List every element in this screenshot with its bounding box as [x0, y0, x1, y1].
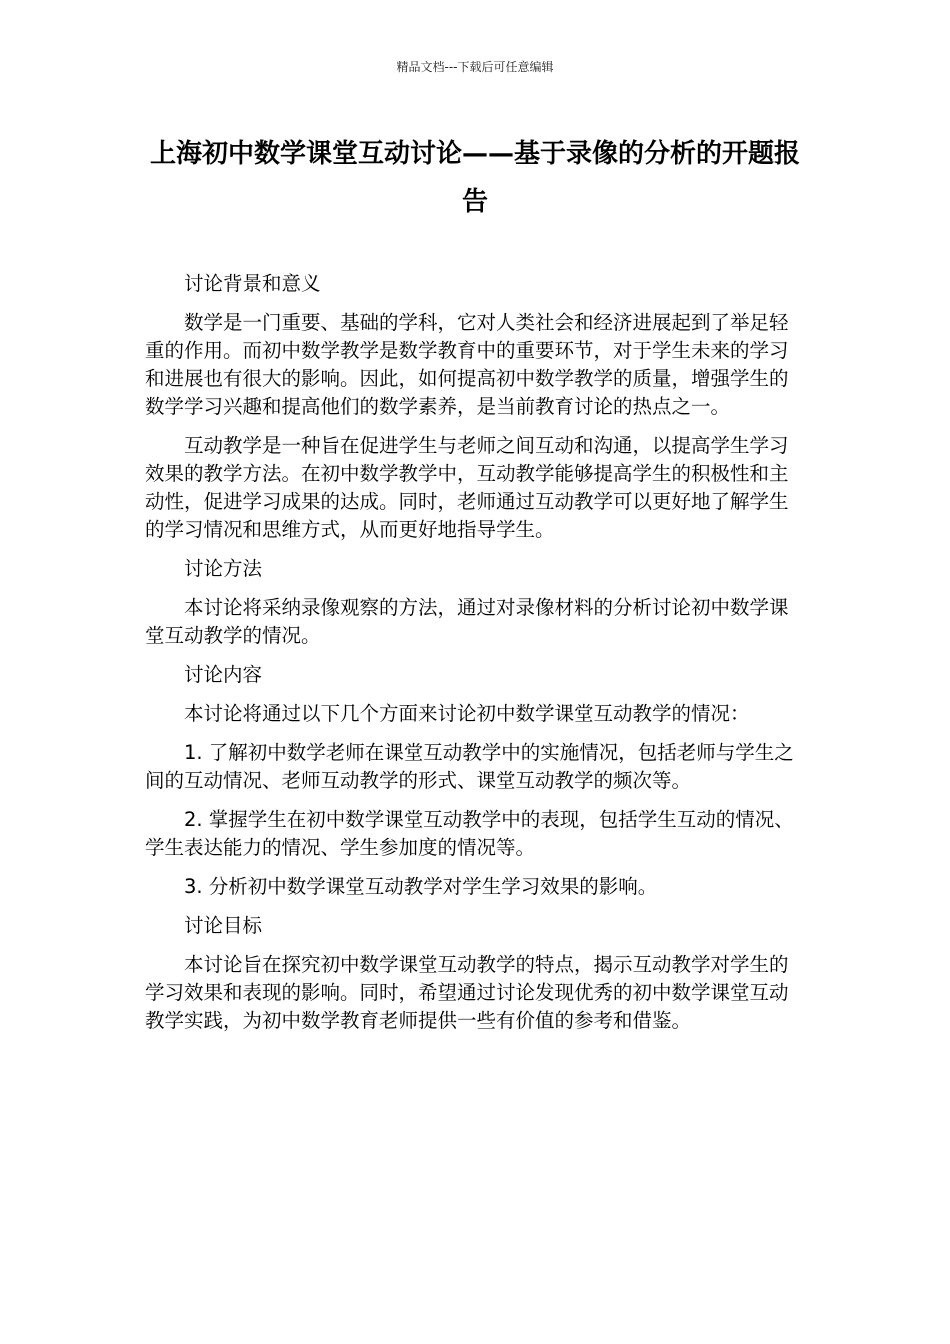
- document-body: [145, 270, 800, 1046]
- section-heading: 讨论方法: [184, 557, 263, 580]
- list-item: 3. 分析初中数学课堂互动教学对学生学习效果的影响。: [184, 875, 658, 898]
- body-paragraph: 互动教学是一种旨在促进学生与老师之间互动和沟通，以提高学生学习效果的教学方法。在初中数学教学中，互动教学能够提高学生的积极性和主动性，促进学习成果的达成。同时，老师通过互动教学可以更好地了解学生的学习情况和思维方式，从而更好地指导学生。: [145, 434, 789, 541]
- list-item: 2. 掌握学生在初中数学课堂互动教学中的表现，包括学生互动的情况、学生表达能力的情况、学生参加度的情况等。: [145, 808, 794, 859]
- section-heading: 讨论内容: [184, 663, 263, 686]
- body-paragraph: 本讨论旨在探究初中数学课堂互动教学的特点，揭示互动教学对学生的学习效果和表现的影响。同时，希望通过讨论发现优秀的初中数学课堂互动教学实践，为初中数学教育老师提供一些有价值的参考和借鉴。: [145, 953, 789, 1032]
- list-item: 1. 了解初中数学老师在课堂互动教学中的实施情况，包括老师与学生之间的互动情况、老师互动教学的形式、课堂互动教学的频次等。: [145, 741, 794, 792]
- header-note: 精品文档---下载后可任意编辑: [396, 60, 554, 74]
- body-paragraph: 数学是一门重要、基础的学科，它对人类社会和经济进展起到了举足轻重的作用。而初中数学教学是数学教育中的重要环节，对于学生未来的学习和进展也有很大的影响。因此，如何提高初中数学教学的质量，增强学生的数学学习兴趣和提高他们的数学素养，是当前教育讨论的热点之一。: [145, 311, 789, 418]
- section-heading: 讨论目标: [184, 914, 263, 937]
- section-heading: 讨论背景和意义: [184, 272, 321, 295]
- document-title: 上海初中数学课堂互动讨论——基于录像的分析的开题报告: [149, 139, 800, 217]
- body-paragraph: 本讨论将通过以下几个方面来讨论初中数学课堂互动教学的情况：: [184, 702, 750, 725]
- body-paragraph: 本讨论将采纳录像观察的方法，通过对录像材料的分析讨论初中数学课堂互动教学的情况。: [145, 596, 789, 647]
